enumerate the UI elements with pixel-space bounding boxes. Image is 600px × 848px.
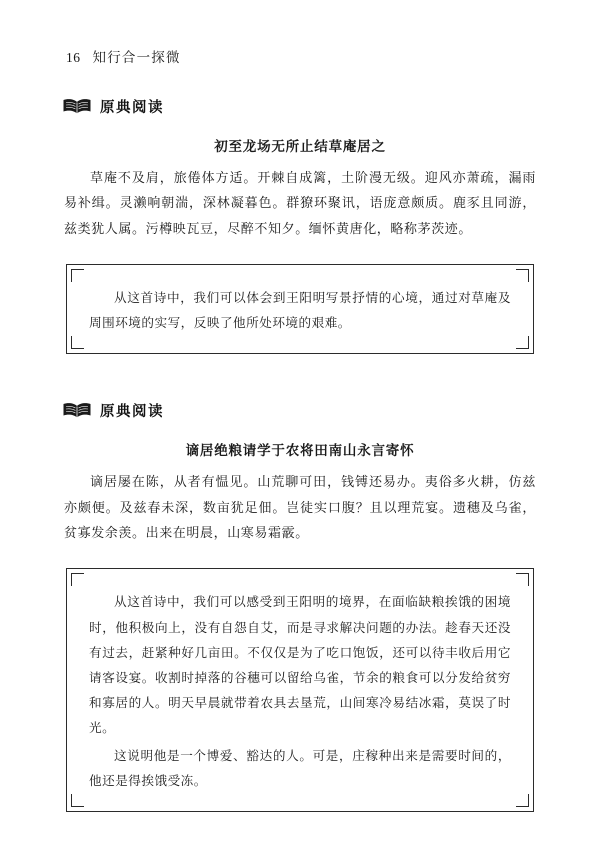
section-header-1: [62, 96, 538, 117]
commentary-paragraph: 从这首诗中，我们可以体会到王阳明写景抒情的心境，通过对草庵及周围环境的实写，反映了他所处环境的艰难。: [89, 290, 511, 331]
corner-ornament-bottom-right: [516, 794, 529, 807]
commentary-paragraph: 这说明他是一个博爱、豁达的人。可是，庄稼种出来是需要时间的，他还是得挨饿受冻。: [89, 747, 511, 788]
poem-title-1: 初至龙场无所止结草庵居之: [214, 139, 386, 155]
poem-title-2: 谪居绝粮请学于农将田南山永言寄怀: [185, 443, 415, 460]
corner-ornament-bottom-left: [71, 336, 84, 349]
corner-ornament-top-left: [71, 269, 84, 282]
corner-ornament-bottom-left: [71, 794, 84, 807]
section-header-2: [62, 400, 538, 421]
corner-ornament-top-left: [71, 573, 84, 586]
section-label: 原典阅读: [100, 403, 164, 421]
poem-body-2: 谪居屡在陈，从者有愠见。山荒聊可田，钱镈还易办。夷俗多火耕，仿兹亦颇便。及兹春未深，数亩犹足佃。岂徒实口腹？且以理荒宴。遗穗及乌雀，贫寡发余羡。出来在明晨，山寒易霜霰。: [64, 475, 536, 542]
commentary-paragraph: 从这首诗中，我们可以感受到王阳明的境界，在面临缺粮挨饿的困境时，他积极向上，没有自怨自艾，而是寻求解决问题的办法。趁春天还没有过去，赶紧种好几亩田。不仅仅是为了吃口饱饭，还可以待丰收后用它请客设宴。收割时掉落的谷穗可以留给乌雀，节余的粮食可以分发给贫穷和寡居的人。明天早晨就带着农具去垦荒，山间寒冷易结冰霜，莫误了时光。: [89, 594, 511, 736]
corner-ornament-bottom-right: [516, 336, 529, 349]
section-label: 原典阅读: [100, 99, 164, 116]
commentary-box-1: [66, 264, 534, 354]
section-spacer: [62, 374, 538, 400]
commentary-box-2: [66, 568, 534, 812]
running-head: [66, 46, 538, 66]
corner-ornament-top-right: [516, 269, 529, 282]
open-book-icon: [62, 402, 92, 419]
open-book-icon: [62, 98, 92, 115]
book-title: 知行合一探微: [92, 50, 181, 66]
poem-body-1: 草庵不及肩，旅倦体方适。开棘自成篱，土阶漫无级。迎风亦萧疏，漏雨易补缉。灵濑响朝湍，深林凝暮色。群獠环聚讯，语庞意颇质。鹿豕且同游，兹类犹人属。污樽映瓦豆，尽醉不知夕。缅怀黄唐化，略称茅茨迹。: [64, 171, 536, 237]
corner-ornament-top-right: [516, 573, 529, 586]
page-number: 16: [66, 50, 81, 65]
